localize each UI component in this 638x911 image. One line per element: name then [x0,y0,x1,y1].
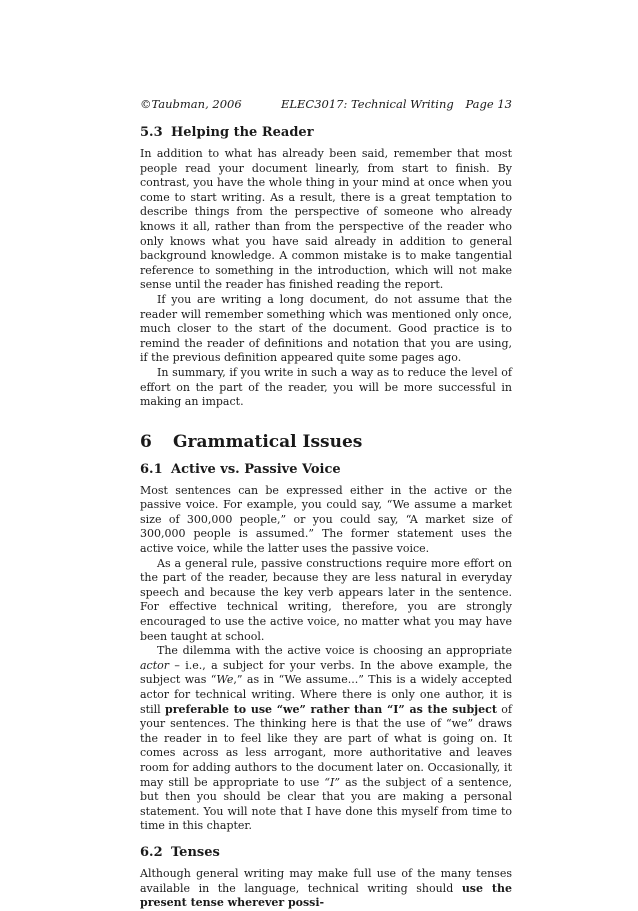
emphasis-i: “I” [324,775,340,789]
bold-emphasis: use the present tense wherever possi- [140,881,512,910]
header-copyright: ©Taubman, 2006 [140,97,242,111]
text-run: ,” as in “We assume...” This is a widely accepted actor for technical writing. Where there is only one author, it is still [140,673,512,716]
emphasis-actor: actor [140,658,170,672]
section-number: 5.3 [140,125,163,140]
section-title: Active vs. Passive Voice [171,461,341,477]
header-page-number: Page 13 [465,97,512,111]
section-6-heading [140,432,512,453]
text-run: as the subject of a sentence, but then you should be clear that you are making a personal statement. You will note that I have done this myself from time to time in this chapter. [140,775,512,833]
section-title: Tenses [171,844,220,860]
paragraph: In summary, if you write in such a way as to reduce the level of effort on the part of the reader, you will be more successful in making an impact. [140,365,512,409]
text-run: Although general writing may make full use of the many tenses available in the language, technical writing should [140,866,512,895]
running-header [140,96,512,112]
paragraph [140,867,512,911]
section-number: 6.1 [140,461,163,477]
document-body [140,125,512,911]
paragraph [140,644,512,834]
text-run: – i.e., a subject for your verbs. In the above example, the subject was “ [140,658,512,687]
section-title: Grammatical Issues [173,431,363,452]
bold-emphasis: preferable to use “we” rather than “I” as the subject [165,702,497,716]
section-title: Helping the Reader [171,125,314,140]
text-run: The dilemma with the active voice is choosing an appropriate [157,644,512,658]
section-6-1-heading [140,462,512,478]
section-5-3-heading [140,125,512,141]
paragraph: If you are writing a long document, do not assume that the reader will remember something which was mentioned only once, much closer to the start of the document. Good practice is to remind the reader of definitions and notation that you are using, if the previous definition appeared quite some pages ago. [140,292,512,365]
header-course-title: ELEC3017: Technical Writing [281,97,454,111]
paragraph: As a general rule, passive constructions require more effort on the part of the reader, because they are less natural in everyday speech and because the key verb appears later in the sentence. For effective technical writing, therefore, you are strongly encouraged to use the active voice, no matter what you may have been taught at school. [140,556,512,643]
section-number: 6.2 [140,844,163,860]
emphasis-we: We [216,673,234,687]
section-number: 6 [140,431,152,452]
paragraph: Most sentences can be expressed either in the active or the passive voice. For example, you could say, “We assume a market size of 300,000 people,” or you could say, “A market size of 300,000 people is assumed.” The former statement uses the active voice, while the latter uses the passive voice. [140,483,512,556]
text-run: of your sentences. The thinking here is that the use of “we” draws the reader in to feel like they are part of what is going on. It comes across as less arrogant, more authoritative and leaves room for adding authors to the document later on. Occasionally, it may still be appropriate to use [140,702,512,789]
section-6-2-heading [140,845,512,861]
paragraph: In addition to what has already been said, remember that most people read your document linearly, from start to finish. By contrast, you have the whole thing in your mind at once when you come to start writing. As a result, there is a great temptation to describe things from the perspective of someone who already knows it all, rather than from the perspective of the reader who only knows what you have said already in addition to general background knowledge. A common mistake is to make tangential reference to something in the introduction, which will not make sense until the reader has finished reading the report. [140,147,512,292]
